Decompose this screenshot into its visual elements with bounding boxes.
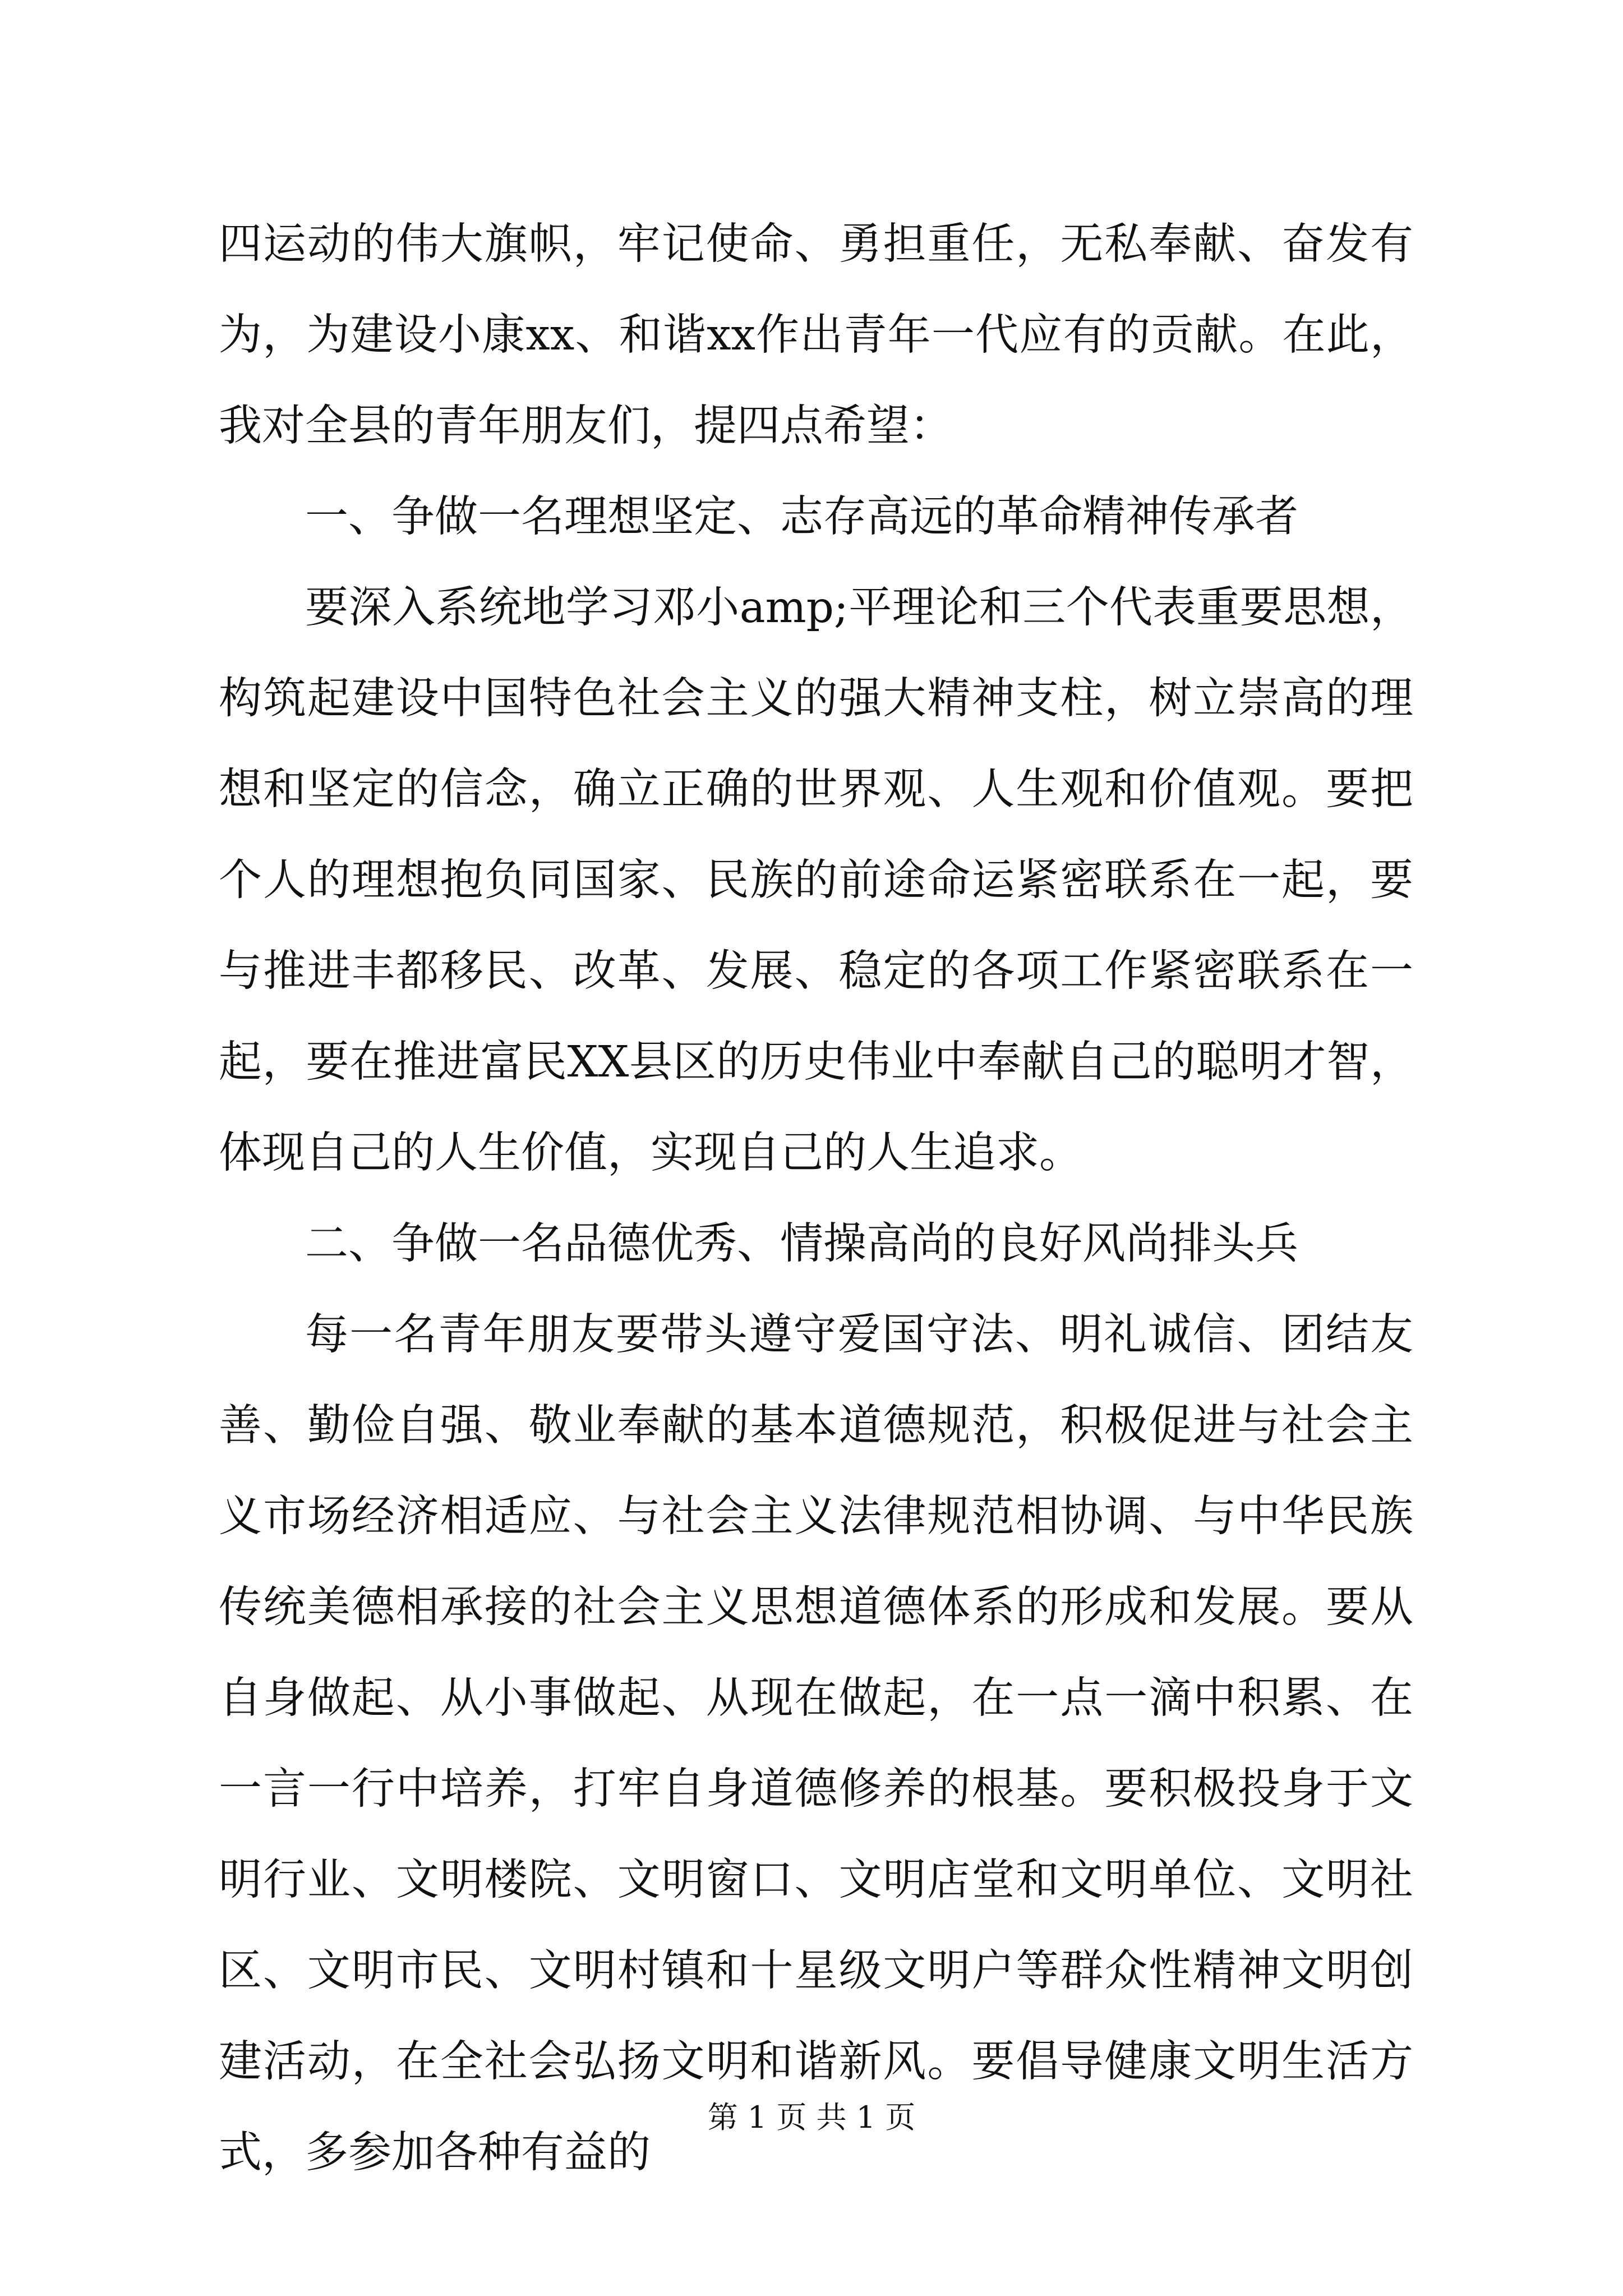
section-heading-1: 一、争做一名理想坚定、志存高远的革命精神传承者 <box>305 492 1298 542</box>
section-heading-2: 二、争做一名品德优秀、情操高尚的良好风尚排头兵 <box>305 1219 1298 1269</box>
paragraph-section-2: 每一名青年朋友要带头遵守爱国守法、明礼诚信、团结友善、勤俭自强、敬业奉献的基本道德规范，积极促进与社会主义市场经济相适应、与社会主义法律规范相协调、与中华民族传统美德相承接的社会主义思想道德体系的形成和发展。要从自身做起、从小事做起、从现在做起，在一点一滴中积累、在一言一行中培养，打牢自身道德修养的根基。要积极投身于文明行业、文明楼院、文明窗口、文明店堂和文明单位、文明社区、文明市民、文明村镇和十星级文明户等群众性精神文明创建活动，在全社会弘扬文明和谐新风。要倡导健康文明生活方式，多参加各种有益的 <box>219 1310 1413 2178</box>
paragraph-section-1: 要深入系统地学习邓小amp;平理论和三个代表重要思想，构筑起建设中国特色社会主义的强大精神支柱，树立崇高的理想和坚定的信念，确立正确的世界观、人生观和价值观。要把个人的理想抱负同国家、民族的前途命运紧密联系在一起，要与推进丰都移民、改革、发展、稳定的各项工作紧密联系在一起，要在推进富民XX县区的历史伟业中奉献自己的聪明才智，体现自己的人生价值，实现自己的人生追求。 <box>219 583 1413 1178</box>
page-footer: 第 1 页 共 1 页 <box>707 2100 916 2135</box>
document-body <box>219 199 1413 2198</box>
paragraph-continuation: 四运动的伟大旗帜，牢记使命、勇担重任，无私奉献、奋发有为，为建设小康xx、和谐xx作出青年一代应有的贡献。在此，我对全县的青年朋友们，提四点希望： <box>219 219 1413 451</box>
